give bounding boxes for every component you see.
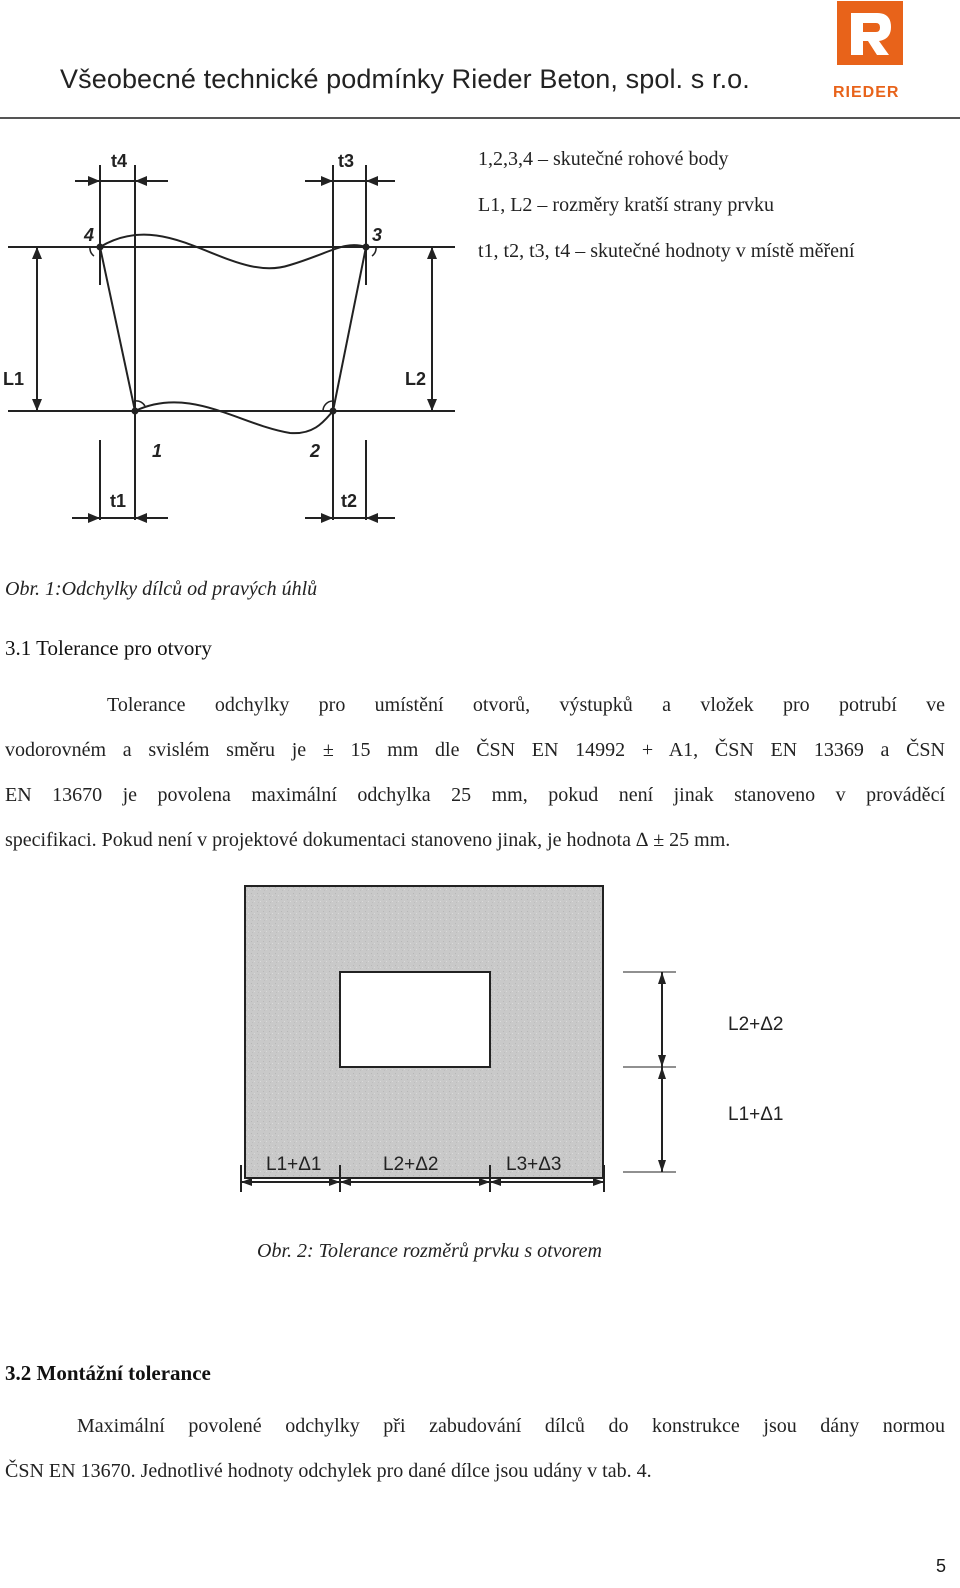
figure-2-caption: Obr. 2: Tolerance rozměrů prvku s otvorem xyxy=(257,1240,602,1262)
page-number: 5 xyxy=(936,1556,947,1576)
label-h-L3: L3+Δ3 xyxy=(506,1154,562,1175)
label-h-L2: L2+Δ2 xyxy=(383,1154,439,1175)
paragraph-line: specifikaci. Pokud není v projektové dokumentaci stanoveno jinak, je hodnota ∆ ± 25 mm. xyxy=(5,829,731,851)
logo-wordmark: RIEDER xyxy=(833,84,900,101)
paragraph-line: Maximální povolené odchylky při zabudování dílců do konstrukce jsou dány normou xyxy=(77,1415,945,1437)
figure-1-caption: Obr. 1:Odchylky dílců od pravých úhlů xyxy=(5,578,318,600)
legend-measure-values: t1, t2, t3, t4 – skutečné hodnoty v místě měření xyxy=(478,240,855,262)
header-divider xyxy=(0,117,960,119)
label-t3: t3 xyxy=(338,151,355,171)
figure-2-diagram xyxy=(238,880,798,1205)
figure-1-diagram xyxy=(0,135,470,535)
paragraph-line: Tolerance odchylky pro umístění otvorů, výstupků a vložek pro potrubí ve xyxy=(107,694,945,716)
label-L1: L1 xyxy=(3,369,25,389)
label-v-L1: L1+Δ1 xyxy=(728,1104,784,1125)
label-point-3: 3 xyxy=(372,225,383,245)
rieder-logo-icon xyxy=(837,1,903,65)
section-3-2-paragraph xyxy=(5,1404,945,1494)
label-L2: L2 xyxy=(405,369,427,389)
label-t1: t1 xyxy=(110,491,127,511)
section-3-2-heading: 3.2 Montážní tolerance xyxy=(5,1361,211,1385)
label-v-L2: L2+Δ2 xyxy=(728,1014,784,1035)
section-3-1-paragraph xyxy=(5,683,945,863)
label-t4: t4 xyxy=(111,151,128,171)
paragraph-line: vodorovném a svislém směru je ± 15 mm dle ČSN EN 14992 + A1, ČSN EN 13369 a ČSN xyxy=(5,739,945,761)
label-point-4: 4 xyxy=(84,225,95,245)
page-header-title: Všeobecné technické podmínky Rieder Beton, spol. s r.o. xyxy=(60,64,750,94)
section-3-1-heading: 3.1 Tolerance pro otvory xyxy=(5,636,212,660)
paragraph-line: ČSN EN 13670. Jednotlivé hodnoty odchylek pro dané dílce jsou udány v tab. 4. xyxy=(5,1460,652,1482)
label-h-L1: L1+Δ1 xyxy=(266,1154,322,1175)
label-t2: t2 xyxy=(341,491,358,511)
label-point-1: 1 xyxy=(152,441,163,461)
legend-corner-points: 1,2,3,4 – skutečné rohové body xyxy=(478,148,729,170)
paragraph-line: EN 13670 je povolena maximální odchylka 25 mm, pokud není jinak stanoveno v prováděcí xyxy=(5,784,945,806)
label-point-2: 2 xyxy=(310,441,321,461)
legend-short-side: L1, L2 – rozměry kratší strany prvku xyxy=(478,194,775,216)
